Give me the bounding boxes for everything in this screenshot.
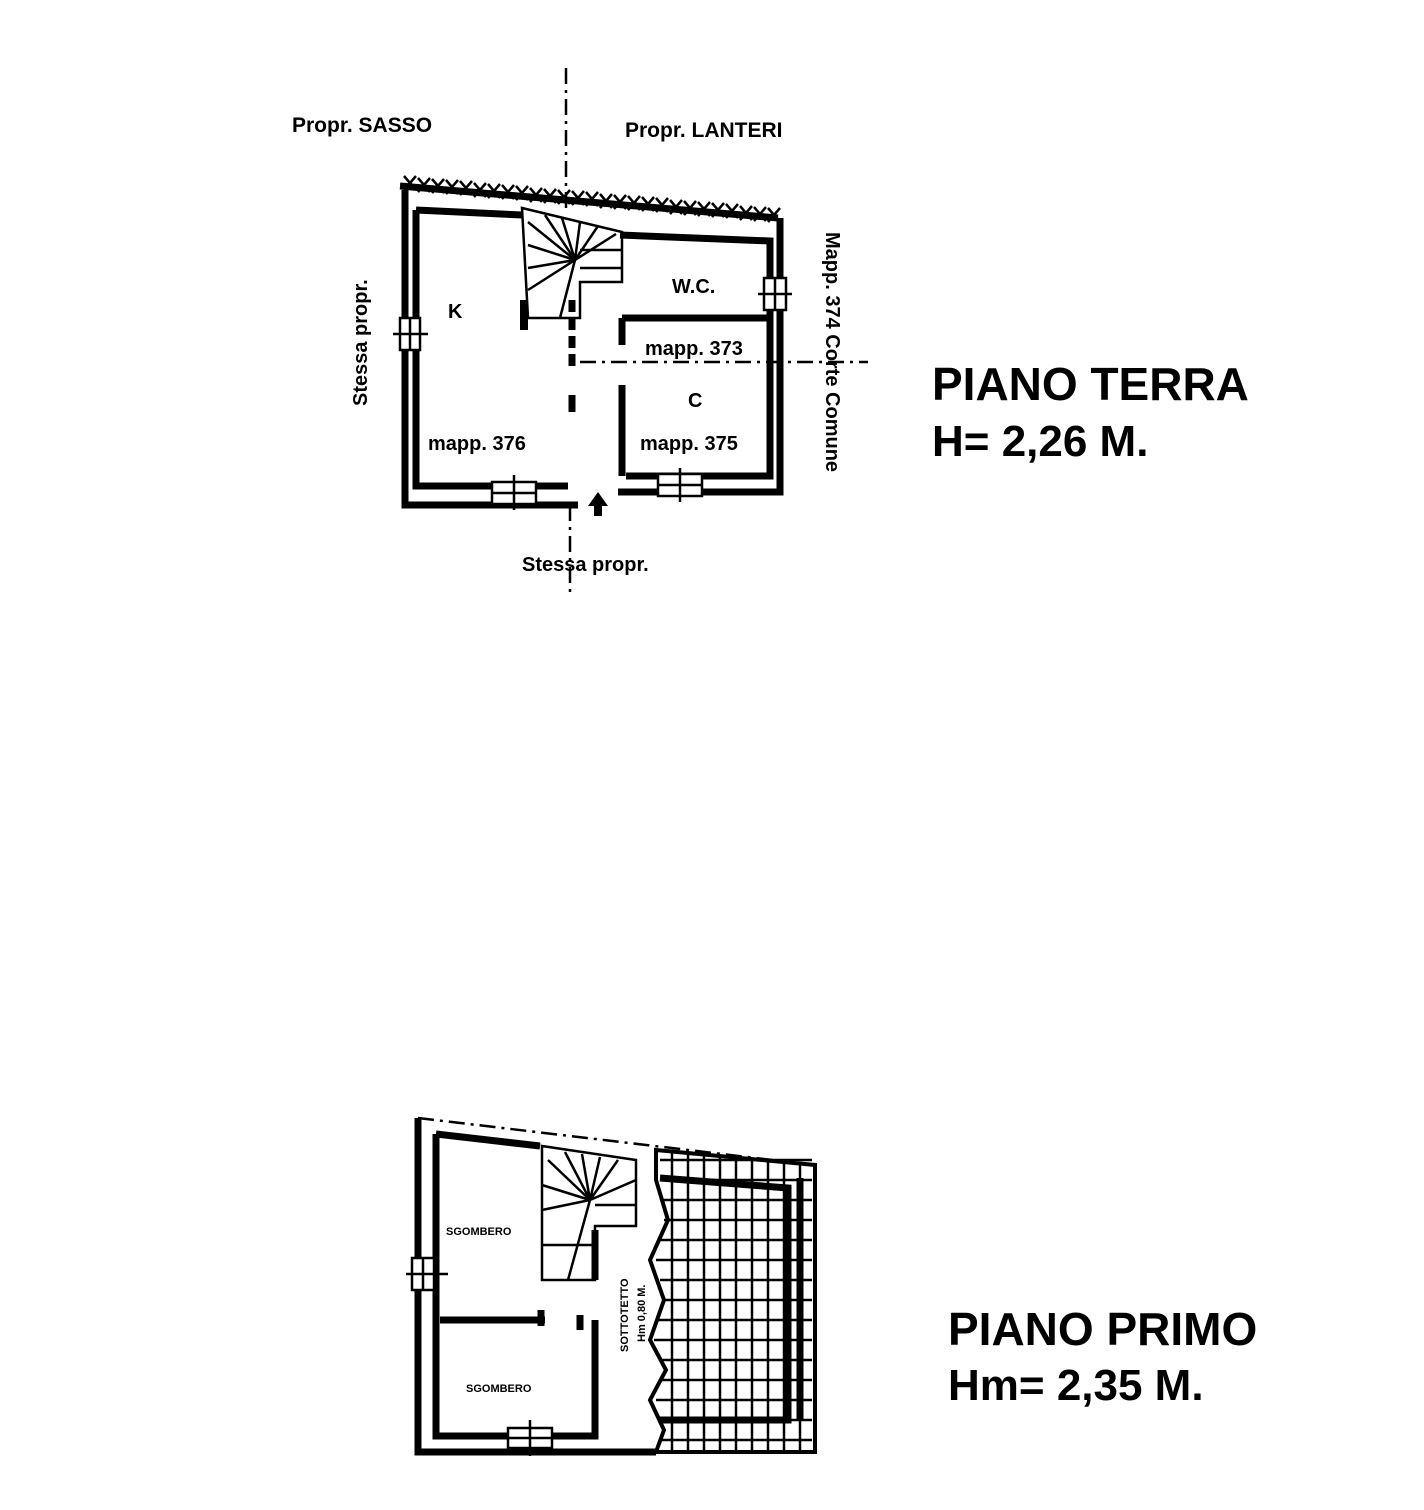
first-floor-height: Hm= 2,35 M. bbox=[948, 1361, 1204, 1410]
outer-wall-left bbox=[405, 190, 578, 505]
staircase-first bbox=[542, 1146, 636, 1280]
ground-floor-plan bbox=[292, 68, 1249, 598]
room-bottom-label: SGOMBERO bbox=[466, 1383, 532, 1395]
mapp-376-label: mapp. 376 bbox=[428, 433, 526, 455]
entrance-arrow-icon bbox=[588, 492, 608, 516]
left-side-label: Stessa propr. bbox=[350, 279, 372, 406]
attic-height-label: Hm 0,80 M. bbox=[636, 1284, 648, 1342]
attic-label: SOTTOTETTO bbox=[619, 1278, 631, 1352]
wall-top-first bbox=[436, 1134, 540, 1146]
room-k-label: K bbox=[448, 301, 463, 323]
bottom-side-label: Stessa propr. bbox=[522, 554, 649, 576]
mapp-375-label: mapp. 375 bbox=[640, 433, 738, 455]
room-c-label: C bbox=[688, 390, 703, 412]
neighbor-left-label: Propr. SASSO bbox=[292, 114, 433, 137]
room-top-label: SGOMBERO bbox=[446, 1226, 512, 1238]
room-wc-label: W.C. bbox=[672, 276, 716, 298]
mapp-373-label: mapp. 373 bbox=[645, 338, 743, 360]
ground-floor-height: H= 2,26 M. bbox=[932, 417, 1149, 466]
first-floor-plan bbox=[406, 1118, 1257, 1456]
first-floor-title: PIANO PRIMO bbox=[948, 1303, 1258, 1355]
right-side-label: Mapp. 374 Corte Comune bbox=[821, 232, 843, 473]
wall-top-left bbox=[416, 210, 522, 215]
windows-first bbox=[406, 1258, 552, 1456]
ground-floor-title: PIANO TERRA bbox=[932, 358, 1249, 410]
neighbor-right-label: Propr. LANTERI bbox=[625, 119, 783, 142]
roof-tiles bbox=[650, 1150, 815, 1452]
